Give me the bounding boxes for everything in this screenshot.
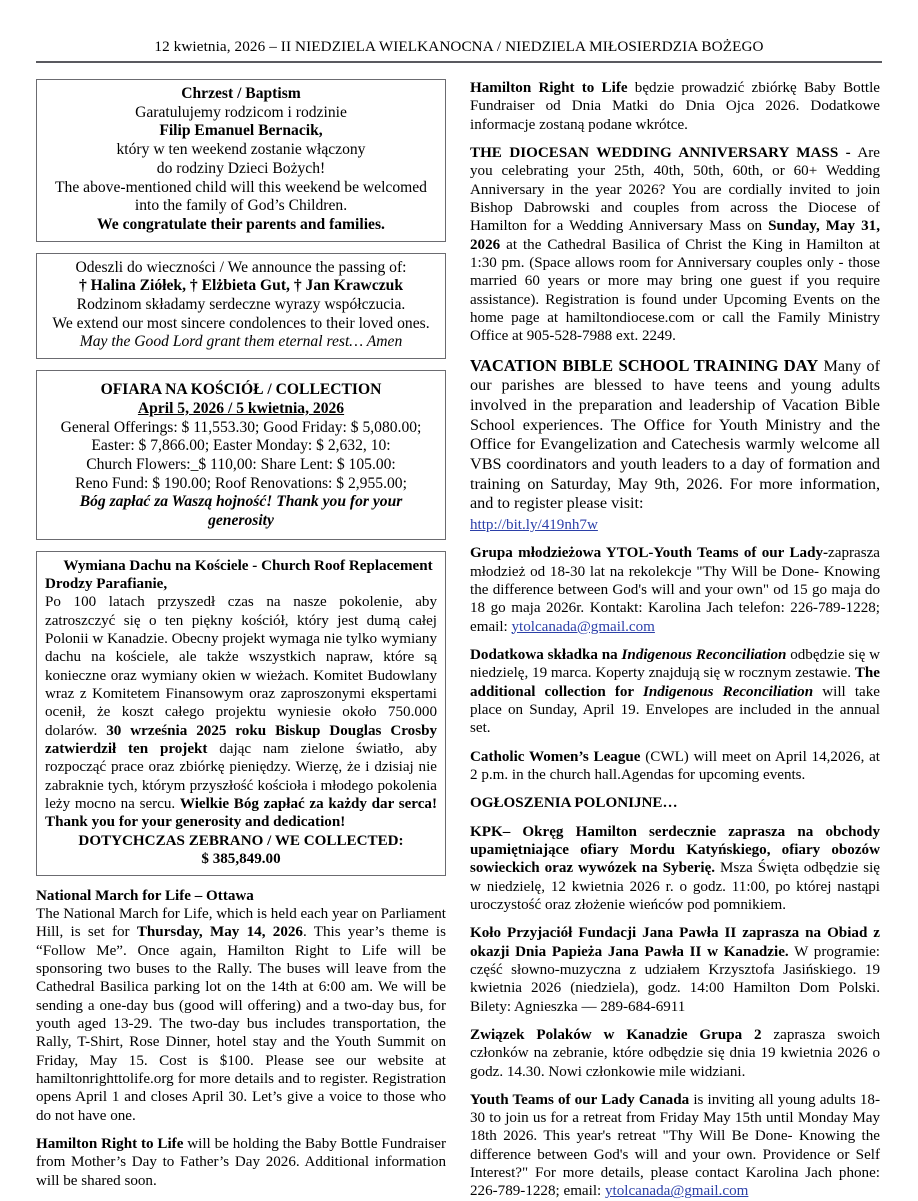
kpk-lead: KPK– Okręg Hamilton serdecznie zaprasza na obchody upamiętniające ofiary Mordu Katyńskiego, ofiary obozów sowieckich oraz wywózek na Syberię.: [470, 823, 880, 877]
march-bold-date: Thursday, May 14, 2026: [136, 924, 303, 941]
roof-bold-1: 30 września 2025 roku Biskup Douglas Crosby zatwierdził ten projekt: [45, 722, 438, 758]
ytol-pl-paragraph: [470, 544, 880, 636]
cwl-paragraph: [470, 748, 880, 785]
baptism-line-2: który w ten weekend zostanie włączony: [116, 141, 366, 159]
baby-bottle-pl-paragraph: [470, 79, 880, 134]
masthead-divider: [36, 61, 882, 63]
two-column-layout: [36, 79, 882, 1201]
polonia-announcements-heading: OGŁOSZENIA POLONIJNE…: [470, 795, 678, 812]
roof-collected-label: DOTYCHCZAS ZEBRANO / WE COLLECTED:: [78, 832, 404, 849]
collection-thanks: Bóg zapłać za Waszą hojność! Thank you for your generosity: [79, 493, 403, 530]
cwl-lead: Catholic Women’s League: [470, 748, 641, 765]
vbs-link-line: [470, 516, 880, 534]
indigenous-lead-en: The additional collection for: [470, 665, 880, 700]
collection-line-3: Church Flowers:_$ 110,00: Share Lent: $ 105.00:: [86, 455, 396, 473]
masthead: [36, 38, 882, 63]
march-for-life-body: [36, 905, 446, 1125]
anniversary-mass-paragraph: [470, 144, 880, 346]
condolences-line-3: We extend our most sincere condolences to their loved ones.: [52, 314, 430, 332]
march-for-life-title: National March for Life – Ottawa: [36, 887, 254, 904]
kpk-paragraph: [470, 823, 880, 915]
baptism-title: Chrzest / Baptism: [181, 85, 301, 102]
baptism-line-5: into the family of God’s Children.: [134, 197, 348, 215]
condolences-box: [36, 253, 446, 360]
roof-bold-2: Wielkie Bóg zapłać za każdy dar serca! Thank you for your generosity and dedication!: [45, 796, 437, 831]
baptism-child-name: Filip Emanuel Bernacik,: [159, 122, 323, 140]
ytol-en-text: is inviting all young adults 18-30 to join us for a retreat from Friday May 15th until Monday May 18th 2026. This year's retreat "Thy Will Be Done- Knowing the difference between God's will and your own. Providence or Self Interest?" For more details, please contact Karolina Jach phone: 226-789-1228; email:: [470, 1091, 880, 1200]
condolences-names: † Halina Ziółek, † Elżbieta Gut, † Jan Krawczuk: [78, 277, 404, 295]
zpwk-lead: Związek Polaków w Kanadzie Grupa 2: [470, 1026, 762, 1043]
indigenous-reconciliation-paragraph: [470, 646, 880, 738]
jp2-text: W programie: część słowno-muzyczna z udziałem Krzysztofa Jasińskiego. 19 kwietnia 2026 (niedziela), godz. 14:00 Hamilton Dom Polski. Bilety: Agnieszka — 289-684-6911: [470, 943, 880, 1015]
baby-bottle-en-lead: Hamilton Right to Life: [36, 1136, 184, 1153]
zpwk-paragraph: [470, 1026, 880, 1081]
ytol-en-email-link[interactable]: ytolcanada@gmail.com: [604, 1183, 749, 1200]
collection-date: April 5, 2026 / 5 kwietnia, 2026: [137, 399, 345, 417]
indigenous-lead-pl: Dodatkowa składka na: [470, 646, 622, 663]
indigenous-text-en: will take place on Sunday, April 19. Envelopes are included in the annual set.: [470, 683, 880, 737]
baptism-line-3: do rodziny Dzieci Bożych!: [156, 159, 326, 177]
march-text-1: The National March for Life, which is held each year on Parliament Hill, is set for: [36, 906, 446, 941]
vbs-registration-link[interactable]: http://bit.ly/419nh7w: [470, 516, 598, 533]
condolences-prayer: May the Good Lord grant them eternal rest… Amen: [79, 333, 403, 351]
ytol-en-lead: Youth Teams of our Lady Canada: [470, 1091, 690, 1108]
baptism-line-4: The above-mentioned child will this weekend be welcomed: [55, 178, 427, 196]
baptism-box: [36, 79, 446, 242]
roof-title: Wymiana Dachu na Kościele - Church Roof Replacement: [63, 557, 433, 574]
baptism-line-1: Garatulujemy rodzicom i rodzinie: [135, 103, 347, 121]
ytol-pl-text: zaprasza młodzież od 18-30 lat na rekolekcje "Thy Will be Done- Knowing the difference between God's will and your own" od 15 go maja do 18 go maja 2026r. Kontakt: Karolina Jach telefon: 226-789-1228; email:: [470, 545, 880, 635]
condolences-line-1: Odeszli do wieczności / We announce the passing of:: [75, 258, 407, 276]
roof-para-1: Po 100 latach przyszedł czas na nasze pokolenie, aby zatroszczyć się o ten piękny kościół, który jest dumą całej Polonii w Kanadzie. Obecny projekt wymaga nie tylko wymiany dachu na kościele, ale także wszystkich napraw, które są konieczne oraz wymiany okien w wieżach. Komitet Budowlany wraz z Komitetem Finansowym oraz zaproszonymi ekspertami ocenił, że koszt całego projektu wyniesie około 750.000 dolarów.: [45, 594, 437, 739]
ytol-pl-lead: Grupa młodzieżowa YTOL-Youth Teams of our Lady-: [470, 545, 829, 562]
roof-para-2: dając nam zielone światło, aby rozpocząć prace oraz zbiórkę pieniędzy. Wierzę, że i dzisiaj nie zabraknie tych, którym przyszłość kościoła i młodego pokolenia leży mocno na sercu.: [45, 741, 437, 813]
roof-replacement-box: [36, 551, 446, 876]
collection-line-4: Reno Fund: $ 190.00; Roof Renovations: $ 2,955.00;: [75, 474, 407, 492]
left-column: [36, 79, 446, 1190]
vbs-text: Many of our parishes are blessed to have teens and young adults involved in the preparation and leadership of Vacation Bible School experiences. The Office for Youth Ministry and the Office for Evangelization and Catechesis warmly welcome all VBS coordinators and youth leaders to a day of formation and training on Saturday, May 9th, 2026. For more information, and to register please visit:: [470, 356, 880, 513]
masthead-date-title: 12 kwietnia, 2026 – II NIEDZIELA WIELKANOCNA / NIEDZIELA MIŁOSIERDZIA BOŻEGO: [154, 38, 764, 55]
baby-bottle-pl-lead: Hamilton Right to Life: [470, 80, 628, 96]
collection-box: [36, 370, 446, 540]
baptism-congratulations: We congratulate their parents and families.: [97, 215, 385, 233]
zpwk-text: zaprasza swoich członków na zebranie, które odbędzie się dnia 19 kwietnia 2026 o godz. 14.30. Nowi członkowie mile widziani.: [470, 1026, 880, 1080]
anniversary-bold-date: Sunday, May 31, 2026: [470, 218, 880, 253]
collection-line-1: General Offerings: $ 11,553.30; Good Friday: $ 5,080.00;: [60, 418, 422, 436]
cwl-text: (CWL) will meet on April 14,2026, at 2 p.m. in the church hall.Agendas for upcoming events.: [470, 748, 880, 783]
jp2-lead: Koło Przyjaciół Fundacji Jana Pawła II zaprasza na Obiad z okazji Dnia Papieża Jana Pawła II w Kanadzie.: [470, 925, 880, 960]
anniversary-text-1: Are you celebrating your 25th, 40th, 50th, 60th, or 60+ Wedding Anniversary in the year 2026? You are cordially invited to join Bishop Dabrowski and couples from across the Diocese of Hamilton for a Wedding Anniversary Mass on: [470, 144, 880, 235]
indigenous-italic-pl: Indigenous Reconciliation: [621, 646, 787, 663]
march-text-2: . This year’s theme is “Follow Me”. Once again, Hamilton Right to Life will be sponsoring two buses to the Rally. The buses will leave from the Cathedral Basilica parking lot on the 14th at 6:00 am. We will be sending a one-day bus (good will offering) and a two-day bus, for youth aged 13-29. The two-day bus includes transportation, the Rally, T-Shirt, Rose Dinner, hotel stay and the Youth Summit on Friday, May 15. Cost is $100. Please see our website at hamiltonrighttolife.org for more details and to register. Registration opens April 1 and closes April 30. Let’s give a voice to those who do not have one.: [36, 924, 446, 1124]
kpk-text: Msza Święta odbędzie się w niedzielę, 12 kwietnia 2026 r. o godz. 11:00, po której nastąpi uroczystość oraz złożenie wieńców pod pomnikiem.: [470, 860, 880, 913]
ytol-en-paragraph: [470, 1091, 880, 1201]
indigenous-italic-en: Indigenous Reconciliation: [642, 683, 814, 700]
roof-salutation: Drodzy Parafianie,: [45, 576, 168, 593]
vbs-paragraph: [470, 356, 880, 514]
indigenous-text-pl: odbędzie się w niedzielę, 19 marca. Koperty znajdują się w rocznym zestawie.: [470, 646, 880, 682]
baby-bottle-en-paragraph: [36, 1135, 446, 1190]
ytol-pl-email-link[interactable]: ytolcanada@gmail.com: [511, 618, 655, 635]
condolences-line-2: Rodzinom składamy serdeczne wyrazy współczucia.: [76, 296, 406, 314]
collection-title: OFIARA NA KOŚCIÓŁ / COLLECTION: [100, 381, 382, 399]
jp2-paragraph: [470, 924, 880, 1016]
baby-bottle-pl-text: będzie prowadzić zbiórkę Baby Bottle Fundraiser od Dnia Matki do Dnia Ojca 2026. Dodatkowe informacje zostaną podane wkrótce.: [470, 80, 880, 133]
anniversary-mass-lead: THE DIOCESAN WEDDING ANNIVERSARY MASS -: [470, 144, 851, 161]
roof-collected-amount: $ 385,849.00: [201, 851, 281, 868]
baby-bottle-en-text: will be holding the Baby Bottle Fundraiser from Mother’s Day to Father’s Day 2026. Additional information will be shared soon.: [36, 1136, 446, 1189]
collection-line-2: Easter: $ 7,866.00; Easter Monday: $ 2,632, 10:: [91, 437, 391, 455]
anniversary-text-2: at the Cathedral Basilica of Christ the King in Hamilton at 1:30 pm. (Space allows room for Anniversary couples only - those married 60 years or more may bring one guest if you require assistance). Registration is found under Upcoming Events on the home page at hamiltondiocese.com or call the Family Ministry Office at 905-528-7988 ext. 2249.: [470, 236, 880, 345]
vbs-lead: VACATION BIBLE SCHOOL TRAINING DAY: [470, 355, 819, 375]
right-column: [470, 79, 880, 1201]
roof-body: [45, 593, 437, 831]
